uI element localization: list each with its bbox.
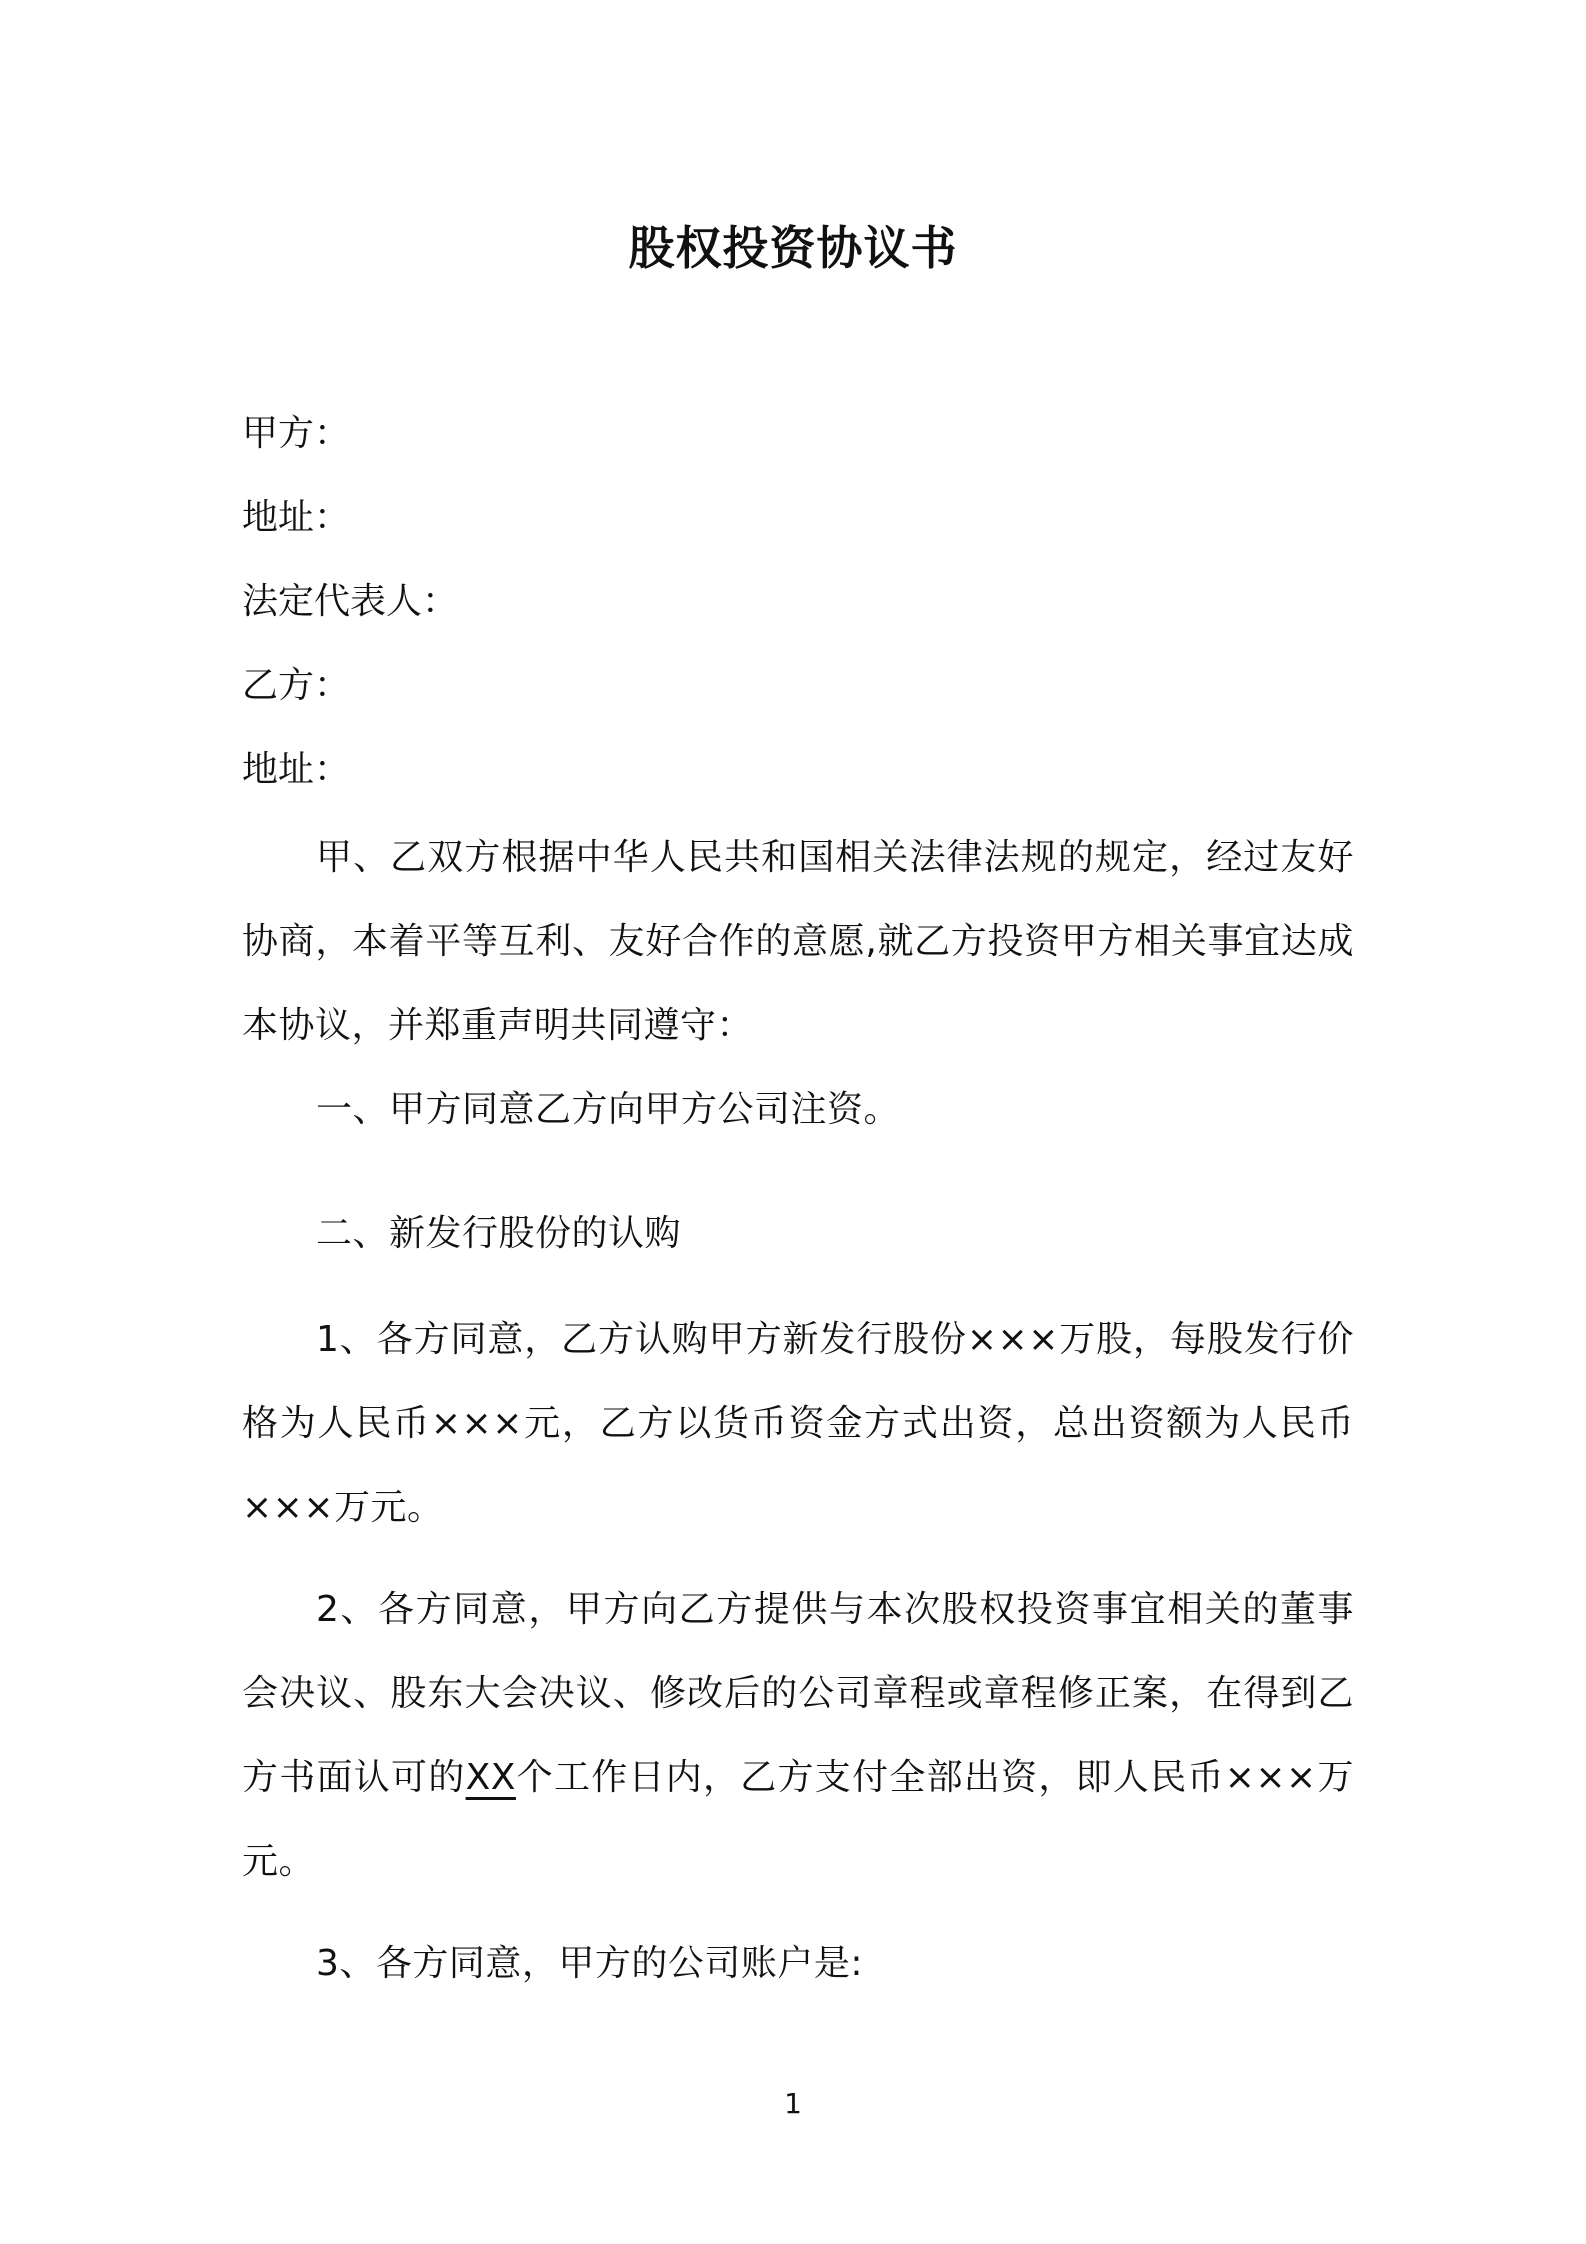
clause-2-underlined-days: XX bbox=[465, 1757, 516, 1798]
clause-3-paragraph: 3、各方同意，甲方的公司账户是: bbox=[316, 1943, 864, 1984]
clause-2-paragraph bbox=[242, 1568, 1354, 1904]
party-a-label: 甲方： bbox=[242, 413, 351, 454]
clause-2-text-after: 个工作日内，乙方支付全部出资，即人民币×××万元。 bbox=[242, 1757, 1354, 1882]
party-b-address-label: 地址： bbox=[242, 749, 351, 790]
legal-representative-label: 法定代表人： bbox=[242, 581, 459, 622]
section-1-text: 一、甲方同意乙方向甲方公司注资。 bbox=[316, 1089, 901, 1130]
clause-2-text-before: 2、各方同意，甲方向乙方提供与本次股权投资事宜相关的董事会决议、股东大会决议、修改后的公司章程或章程修正案，在得到乙方书面认可的 bbox=[242, 1589, 1354, 1798]
section-2-heading: 二、新发行股份的认购 bbox=[316, 1213, 682, 1254]
party-b-label: 乙方： bbox=[242, 665, 351, 706]
party-a-address-label: 地址： bbox=[242, 497, 351, 538]
intro-paragraph: 甲、乙双方根据中华人民共和国相关法律法规的规定，经过友好协商，本着平等互利、友好合作的意愿,就乙方投资甲方相关事宜达成本协议，并郑重声明共同遵守： bbox=[242, 837, 1354, 1046]
clause-1-paragraph: 1、各方同意，乙方认购甲方新发行股份×××万股，每股发行价格为人民币×××元，乙方以货币资金方式出资，总出资额为人民币×××万元。 bbox=[242, 1319, 1354, 1528]
document-title: 股权投资协议书 bbox=[628, 221, 958, 275]
page-number: 1 bbox=[784, 2087, 802, 2120]
